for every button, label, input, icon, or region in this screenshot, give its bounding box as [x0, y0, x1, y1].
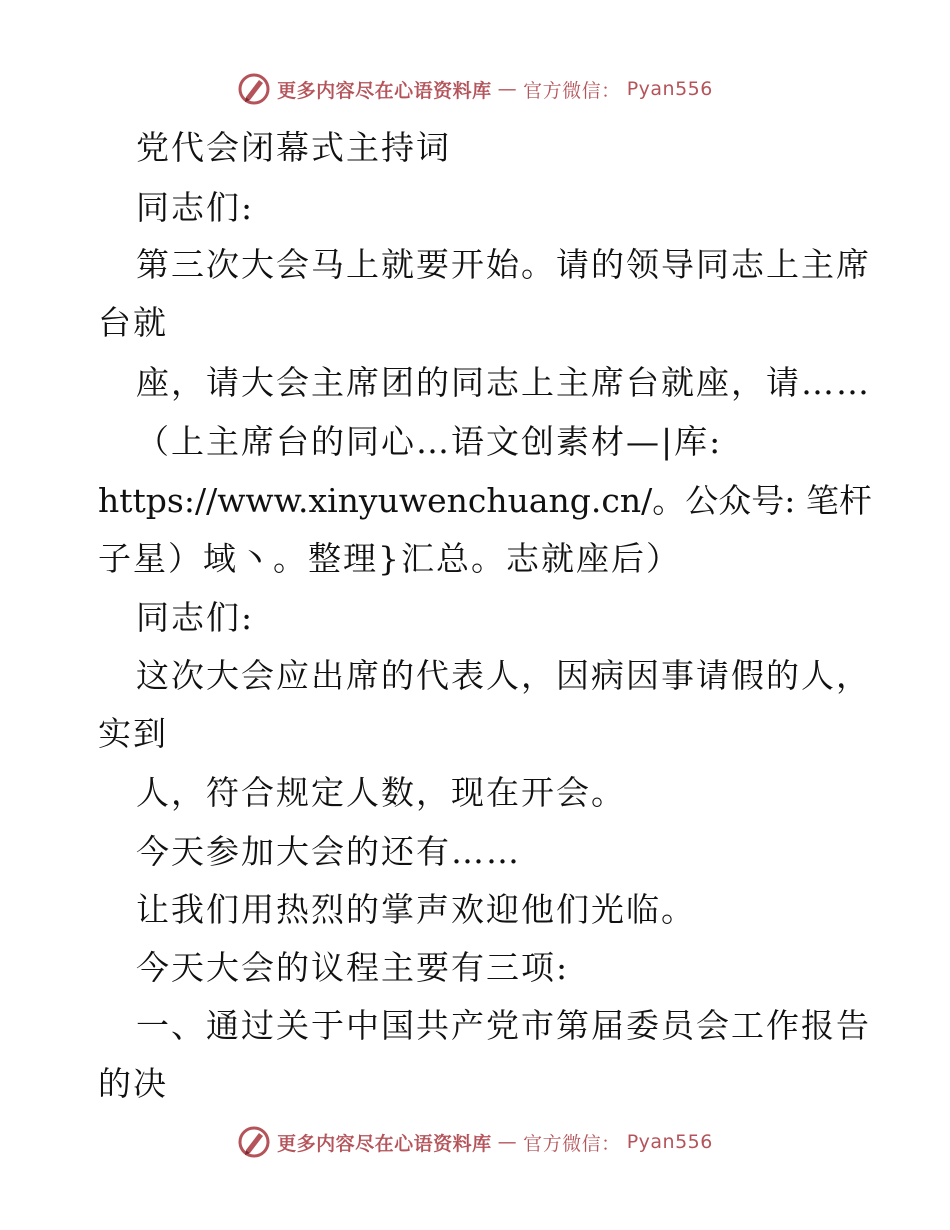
banner-main-text: 更多内容尽在心语资料库 [277, 79, 492, 102]
paragraph-line: 同志们: [136, 598, 255, 637]
banner-wechat-id: Pyan556 [626, 1131, 713, 1153]
paragraph-line: （上主席台的同心…语文创素材—|库: [136, 422, 723, 461]
paragraph-line: 这次大会应出席的代表人，因病因事请假的人， [136, 656, 871, 695]
paragraph-line: 台就 [98, 303, 168, 342]
paragraph-line: 一、通过关于中国共产党市第届委员会工作报告 [136, 1006, 871, 1045]
paragraph-line: 实到 [98, 714, 168, 753]
paragraph-line: 今天大会的议程主要有三项: [136, 948, 570, 987]
paragraph-line: 同志们: [136, 188, 255, 227]
banner-separator: — [497, 78, 518, 100]
banner-wechat-label: 官方微信： [523, 1132, 621, 1155]
header-banner [0, 72, 950, 106]
document-title: 党代会闭幕式主持词 [136, 128, 451, 167]
banner-separator: — [497, 1131, 518, 1153]
paragraph-line: 座，请大会主席团的同志上主席台就座，请…… [136, 363, 871, 402]
pen-circle-icon [237, 72, 271, 106]
paragraph-line: 人，符合规定人数，现在开会。 [136, 773, 626, 812]
paragraph-line: 第三次大会马上就要开始。请的领导同志上主席 [136, 245, 871, 284]
paragraph-line: 今天参加大会的还有…… [136, 832, 521, 871]
paragraph-line: 子星）域丶。整理}汇总。志就座后） [98, 539, 681, 578]
banner-wechat-label: 官方微信： [523, 79, 621, 102]
banner-wechat-id: Pyan556 [626, 78, 713, 100]
pen-circle-icon [237, 1125, 271, 1159]
banner-main-text: 更多内容尽在心语资料库 [277, 1132, 492, 1155]
paragraph-line: https://www.xinyuwenchuang.cn/。公众号: 笔杆 [98, 481, 872, 520]
paragraph-line: 让我们用热烈的掌声欢迎他们光临。 [136, 890, 696, 929]
footer-banner [0, 1125, 950, 1159]
paragraph-line: 的决 [98, 1064, 168, 1103]
